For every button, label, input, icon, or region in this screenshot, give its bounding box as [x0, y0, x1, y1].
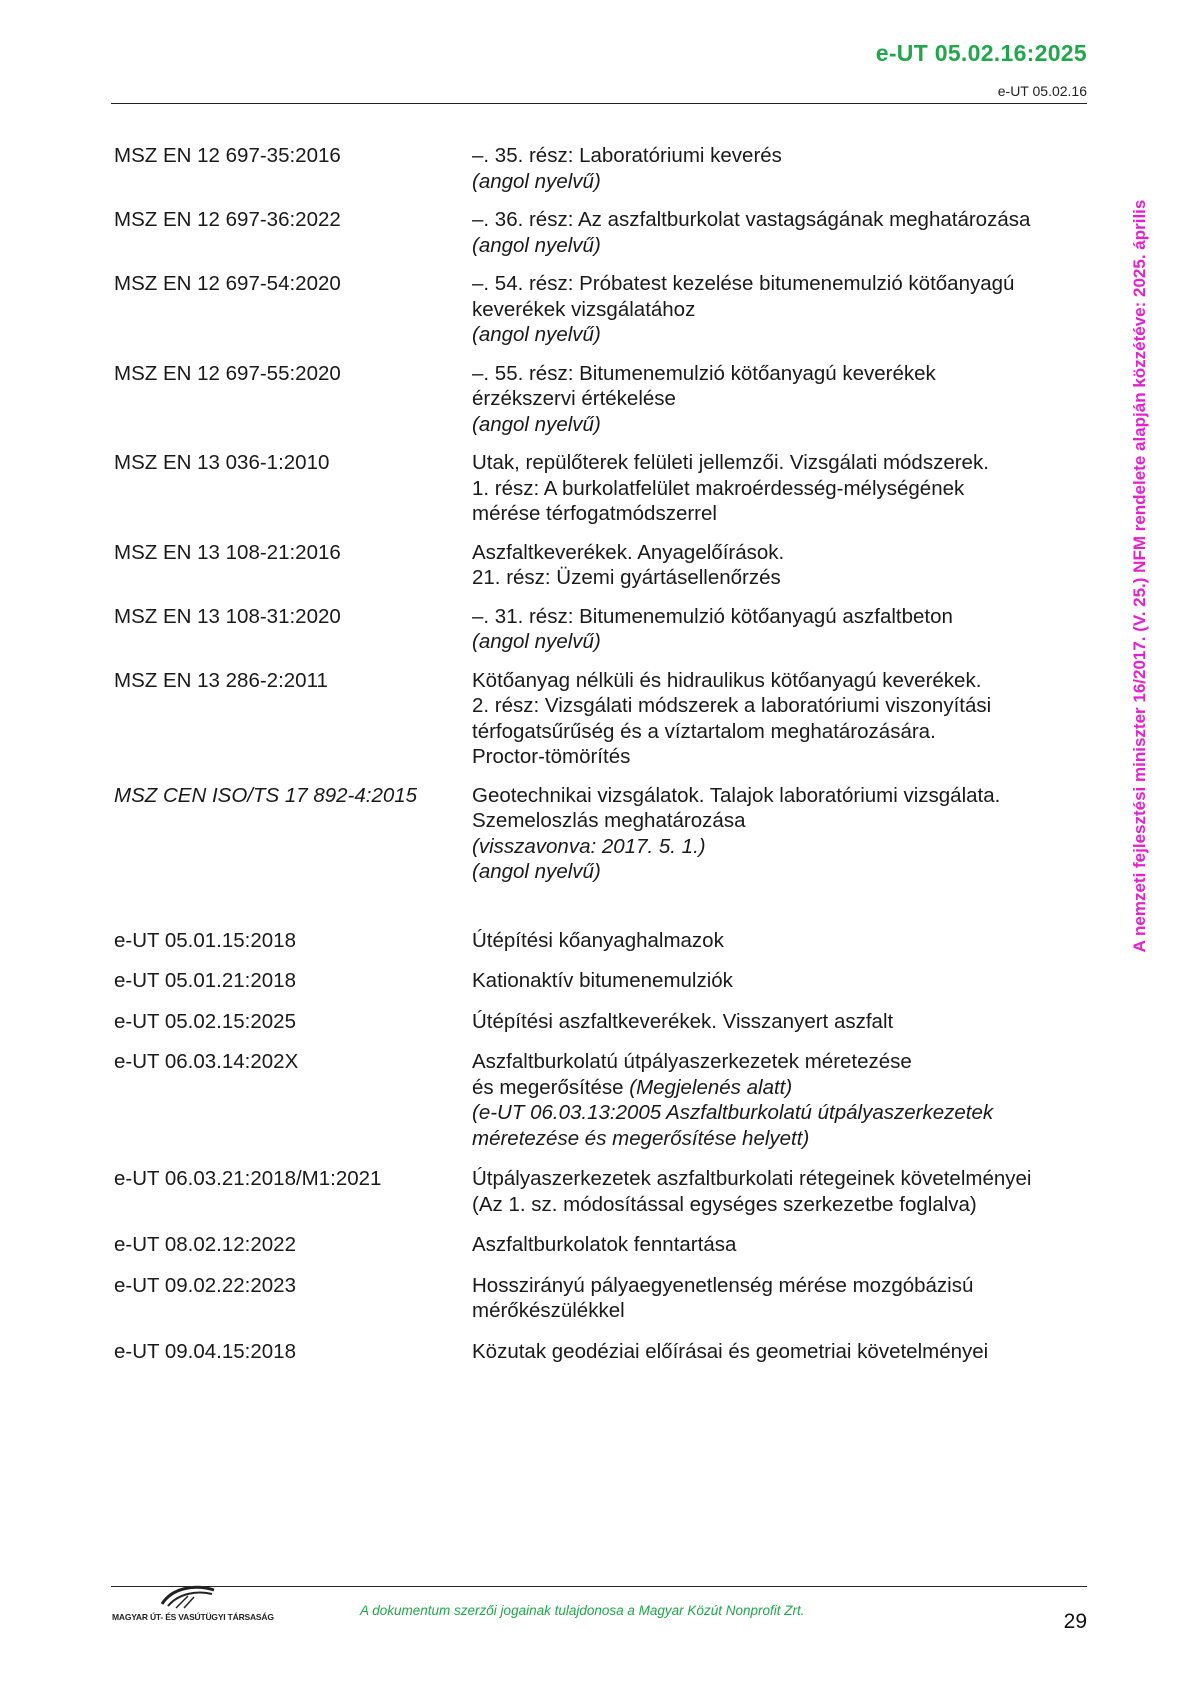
- standard-title: [472, 968, 1086, 994]
- reference-row: [114, 1232, 1086, 1258]
- society-logo: [112, 1580, 272, 1622]
- standard-title: [472, 361, 1086, 438]
- title-line: –. 54. rész: Próbatest kezelése bitumenemulzió kötőanyagú: [472, 272, 1015, 295]
- standard-code: MSZ EN 13 108-21:2016: [114, 540, 341, 564]
- title-line: Közutak geodéziai előírásai és geometriai követelményei: [472, 1339, 989, 1363]
- reference-row: [114, 1273, 1086, 1324]
- title-line: –. 35. rész: Laboratóriumi keverés: [472, 144, 782, 167]
- eut-standards-group: [114, 928, 1086, 1365]
- standard-title: [472, 928, 1086, 954]
- title-line: mérése térfogatmódszerrel: [472, 502, 717, 525]
- standard-code: e-UT 08.02.12:2022: [114, 1233, 296, 1256]
- copyright-note: A dokumentum szerzői jogainak tulajdonosa a Magyar Közút Nonprofit Zrt.: [360, 1603, 805, 1618]
- title-line: 1. rész: A burkolatfelület makroérdesség-mélységének: [472, 476, 965, 500]
- standard-code: e-UT 09.04.15:2018: [114, 1339, 296, 1363]
- standard-code: MSZ EN 13 108-31:2020: [114, 604, 341, 628]
- title-line: (angol nyelvű): [472, 169, 601, 193]
- standard-title: [472, 450, 1086, 527]
- reference-row: [114, 968, 1086, 994]
- reference-list: [114, 143, 1086, 1379]
- standard-title: [472, 271, 1086, 348]
- standard-title: [472, 1166, 1086, 1217]
- title-line: –. 31. rész: Bitumenemulzió kötőanyagú aszfaltbeton: [472, 604, 953, 628]
- title-line: Aszfaltkeverékek. Anyagelőírások.: [472, 540, 785, 564]
- reference-row: [114, 1339, 1086, 1365]
- publication-side-note: A nemzeti fejlesztési miniszter 16/2017. (V. 25.) NFM rendelete alapján közzétéve: 2025. április: [1130, 199, 1149, 953]
- title-line: (visszavonva: 2017. 5. 1.): [472, 834, 706, 858]
- standard-code: MSZ EN 12 697-35:2016: [114, 144, 341, 167]
- title-line: 2. rész: Vizsgálati módszerek a laboratóriumi viszonyítási: [472, 694, 992, 717]
- reference-row: [114, 1009, 1086, 1035]
- title-line: méretezése és megerősítése helyett): [472, 1126, 810, 1150]
- standard-title: [472, 668, 1086, 770]
- standard-code: MSZ EN 12 697-36:2022: [114, 208, 341, 231]
- standard-title: [472, 1232, 1086, 1258]
- standard-code: e-UT 06.03.21:2018/M1:2021: [114, 1167, 382, 1190]
- title-line: Útépítési kőanyaghalmazok: [472, 928, 724, 952]
- title-line: Útépítési aszfaltkeverékek. Visszanyert aszfalt: [472, 1009, 894, 1033]
- title-line: [472, 1075, 1086, 1101]
- reference-row: [114, 1166, 1086, 1217]
- title-line: (angol nyelvű): [472, 412, 601, 436]
- title-line: térfogatsűrűség és a víztartalom meghatározására.: [472, 719, 936, 743]
- title-line: Hosszirányú pályaegyenetlenség mérése mozgóbázisú: [472, 1273, 974, 1297]
- title-line: Geotechnikai vizsgálatok. Talajok laboratóriumi vizsgálata.: [472, 783, 1001, 807]
- title-line: Kötőanyag nélküli és hidraulikus kötőanyagú keverékek.: [472, 668, 982, 692]
- document-subtitle: e-UT 05.02.16: [997, 83, 1087, 99]
- title-line: mérőkészülékkel: [472, 1299, 625, 1322]
- reference-row: [114, 668, 1086, 770]
- reference-row: [114, 361, 1086, 438]
- reference-row: [114, 1049, 1086, 1151]
- standard-code: e-UT 05.01.21:2018: [114, 969, 296, 992]
- standard-code: MSZ EN 13 286-2:2011: [114, 668, 328, 692]
- reference-row: [114, 540, 1086, 591]
- standard-code: MSZ CEN ISO/TS 17 892-4:2015: [114, 783, 418, 807]
- title-line: Proctor-tömörítés: [472, 745, 631, 768]
- title-line: –. 55. rész: Bitumenemulzió kötőanyagú keverékek: [472, 361, 936, 385]
- title-line: (angol nyelvű): [472, 233, 601, 257]
- reference-row: [114, 207, 1086, 258]
- title-line: 21. rész: Üzemi gyártásellenőrzés: [472, 566, 781, 589]
- standard-title: [472, 1009, 1086, 1035]
- title-line: (Az 1. sz. módosítással egységes szerkezetbe foglalva): [472, 1192, 977, 1216]
- title-line: Aszfaltburkolatú útpályaszerkezetek méretezése: [472, 1050, 912, 1073]
- standard-code: e-UT 05.01.15:2018: [114, 928, 296, 952]
- title-line-note: (Megjelenés alatt): [629, 1075, 793, 1099]
- title-line: Aszfaltburkolatok fenntartása: [472, 1233, 737, 1256]
- title-line-text: és megerősítése: [472, 1075, 630, 1099]
- title-line: Utak, repülőterek felületi jellemzői. Vizsgálati módszerek.: [472, 451, 989, 474]
- standard-title: [472, 1273, 1086, 1324]
- logo-text: MAGYAR ÚT- ÉS VASÚTÜGYI TÁRSASÁG: [112, 1612, 274, 1622]
- standard-title: [472, 1049, 1086, 1151]
- title-line: –. 36. rész: Az aszfaltburkolat vastagságának meghatározása: [472, 208, 1031, 231]
- reference-row: [114, 143, 1086, 194]
- title-line: (e-UT 06.03.13:2005 Aszfaltburkolatú útpályaszerkezetek: [472, 1101, 994, 1124]
- reference-row: [114, 783, 1086, 885]
- title-line: Útpályaszerkezetek aszfaltburkolati rétegeinek követelményei: [472, 1167, 1032, 1190]
- road-rail-logo-icon: [158, 1582, 218, 1610]
- standard-title: [472, 783, 1086, 885]
- title-line: keverékek vizsgálatához: [472, 297, 696, 321]
- standard-title: [472, 604, 1086, 655]
- msz-standards-group: [114, 143, 1086, 885]
- standard-code: MSZ EN 12 697-55:2020: [114, 361, 341, 385]
- standard-title: [472, 1339, 1086, 1365]
- standard-title: [472, 540, 1086, 591]
- standard-code: e-UT 05.02.15:2025: [114, 1009, 296, 1033]
- header-divider: [111, 103, 1087, 104]
- standard-code: e-UT 06.03.14:202X: [114, 1050, 299, 1073]
- standard-code: e-UT 09.02.22:2023: [114, 1273, 296, 1297]
- standard-code: MSZ EN 12 697-54:2020: [114, 272, 341, 295]
- standard-title: [472, 143, 1086, 194]
- title-line: érzékszervi értékelése: [472, 387, 676, 410]
- title-line: (angol nyelvű): [472, 860, 601, 883]
- reference-row: [114, 271, 1086, 348]
- document-title: e-UT 05.02.16:2025: [875, 40, 1087, 66]
- standard-code: MSZ EN 13 036-1:2010: [114, 451, 330, 474]
- title-line: (angol nyelvű): [472, 323, 601, 346]
- standard-title: [472, 207, 1086, 258]
- title-line: Szemeloszlás meghatározása: [472, 809, 746, 832]
- title-line: (angol nyelvű): [472, 630, 601, 653]
- reference-row: [114, 450, 1086, 527]
- reference-row: [114, 604, 1086, 655]
- title-line: Kationaktív bitumenemulziók: [472, 969, 733, 992]
- reference-row: [114, 928, 1086, 954]
- page-number: 29: [1063, 1610, 1087, 1633]
